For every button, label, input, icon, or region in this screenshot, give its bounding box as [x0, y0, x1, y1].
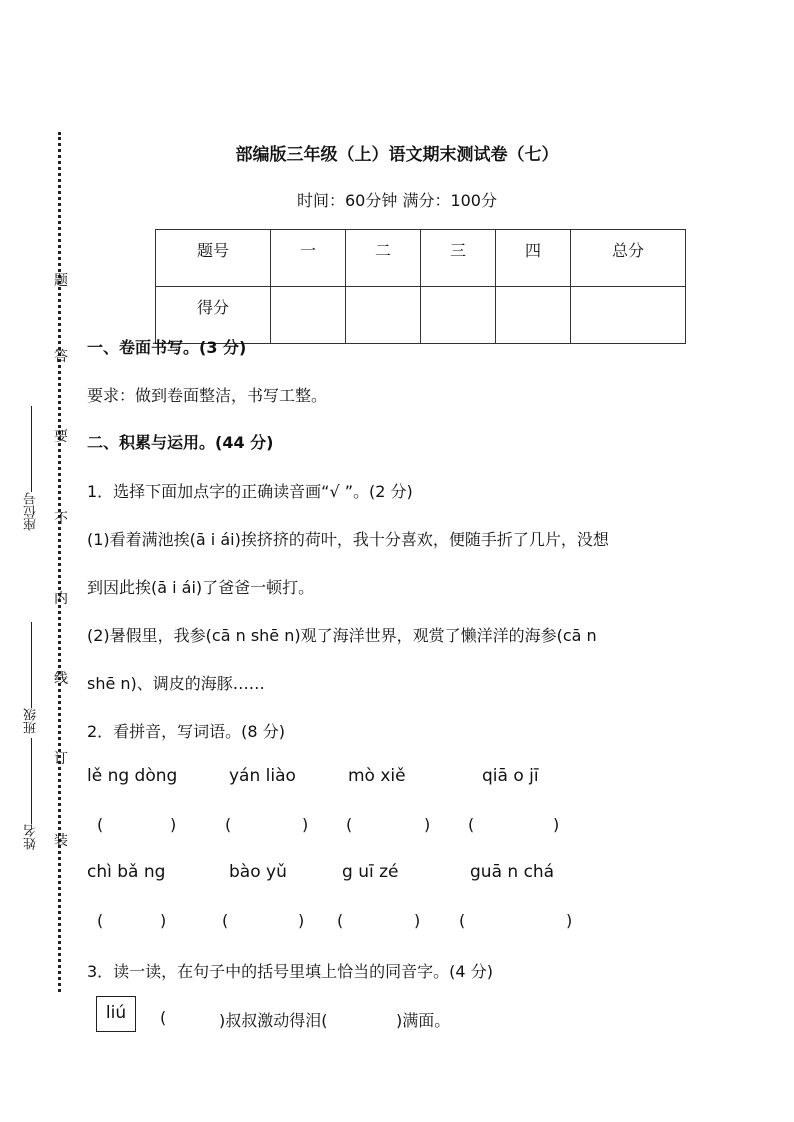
paren-close: ): [414, 911, 421, 930]
score-input-cell[interactable]: [571, 287, 686, 344]
paren-open: (: [346, 815, 353, 834]
paren-open: (: [97, 911, 104, 930]
exam-title: 部编版三年级（上）语文期末测试卷（七）: [235, 145, 559, 165]
paren-open: (: [222, 911, 229, 930]
score-input-cell[interactable]: [496, 287, 571, 344]
class-label: 班级: [24, 708, 39, 734]
paren-open: (: [337, 911, 344, 930]
margin-char: 内: [54, 591, 68, 607]
pinyin-item: guā n chá: [470, 862, 555, 882]
score-input-cell[interactable]: [346, 287, 421, 344]
paren-close: ): [302, 815, 309, 834]
margin-char: 不: [54, 511, 68, 527]
section1-requirement: 要求：做到卷面整洁，书写工整。: [87, 386, 328, 405]
table-cell: 得分: [156, 287, 271, 344]
table-cell: 四: [496, 230, 571, 287]
paren-close: ): [298, 911, 305, 930]
margin-char: 题: [54, 273, 68, 289]
margin-char: 线: [54, 671, 68, 687]
score-input-cell[interactable]: [271, 287, 346, 344]
paren-open: (: [225, 815, 232, 834]
q1-line3: (2)暑假里，我参(cā n shē n)观了海洋世界，观赏了懒洋洋的海参(cā n: [87, 626, 597, 645]
paren-open: (: [468, 815, 475, 834]
seat-number-label: 座位号: [24, 492, 39, 531]
table-cell: 二: [346, 230, 421, 287]
q1-line1: (1)看着满池挨(ā i ái)挨挤挤的荷叶，我十分喜欢，便随手折了几片，没想: [87, 530, 609, 549]
table-cell: 三: [421, 230, 496, 287]
pinyin-item: bào yǔ: [229, 862, 287, 882]
pinyin-box: liú: [96, 996, 136, 1032]
margin-char: 要: [54, 429, 68, 445]
paren-close: ): [170, 815, 177, 834]
q2-prompt: 2．看拼音，写词语。(8 分): [87, 722, 285, 741]
paren-close: ): [160, 911, 167, 930]
pinyin-item: lě ng dòng: [87, 766, 178, 786]
seat-number-field[interactable]: [22, 404, 41, 531]
binding-dotted-line: [58, 132, 61, 992]
q1-line4: shē n)、调皮的海豚……: [87, 674, 265, 693]
section2-heading: 二、积累与运用。(44 分): [87, 433, 274, 452]
paren-close: ): [424, 815, 431, 834]
score-table: [155, 229, 686, 344]
table-row: [156, 230, 686, 287]
section1-heading: 一、卷面书写。(3 分): [87, 338, 247, 357]
margin-char: 装: [54, 833, 68, 849]
pinyin-item: mò xiě: [348, 766, 406, 786]
paren-close: ): [566, 911, 573, 930]
pinyin-item: qiā o jī: [482, 766, 539, 786]
table-cell: 总分: [571, 230, 686, 287]
q3-prompt: 3．读一读，在句子中的括号里填上恰当的同音字。(4 分): [87, 962, 493, 981]
score-input-cell[interactable]: [421, 287, 496, 344]
pinyin-item: chì bǎ ng: [87, 862, 166, 882]
pinyin-item: yán liào: [229, 766, 296, 786]
paren-open: (: [97, 815, 104, 834]
q3-sentence-end: )满面。: [396, 1011, 451, 1030]
table-cell: 一: [271, 230, 346, 287]
name-field[interactable]: [22, 736, 41, 850]
table-cell: 题号: [156, 230, 271, 287]
name-label: 姓名: [24, 824, 39, 850]
margin-char: 订: [54, 751, 68, 767]
q1-line2: 到因此挨(ā i ái)了爸爸一顿打。: [87, 578, 315, 597]
exam-subtitle: 时间：60分钟 满分：100分: [297, 191, 497, 210]
margin-char: 答: [54, 349, 68, 365]
paren-close: ): [553, 815, 560, 834]
class-field[interactable]: [22, 620, 41, 734]
q1-prompt: 1．选择下面加点字的正确读音画“√ ”。(2 分): [87, 482, 413, 501]
q3-sentence-middle: )叔叔激动得泪(: [219, 1011, 328, 1030]
q3-blank-open[interactable]: (: [160, 1008, 167, 1027]
pinyin-item: g uī zé: [342, 862, 399, 882]
paren-open: (: [459, 911, 466, 930]
